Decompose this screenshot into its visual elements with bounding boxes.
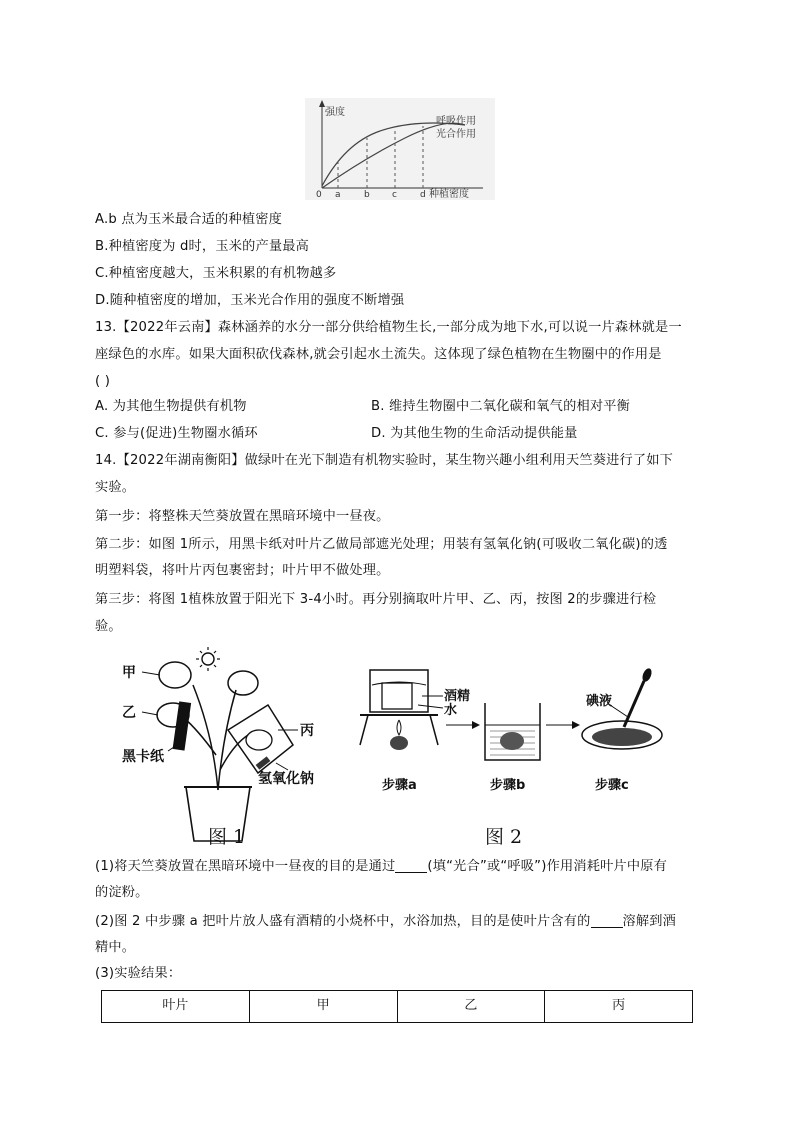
sub1-line1 — [95, 857, 667, 877]
sub2-text-pre: (2)图 2 中步骤 a 把叶片放人盛有酒精的小烧杯中，水浴加热，目的是使叶片含有的 — [95, 914, 591, 929]
q14-stem-line1: 14.【2022年湖南衡阳】做绿叶在光下制造有机物实验时，某生物兴趣小组利用天竺葵进行了如下 — [95, 453, 674, 468]
q12-option-d: D.随种植密度的增加，玉米光合作用的强度不断增强 — [95, 293, 405, 308]
figure-2-caption: 图 2 — [485, 826, 523, 848]
tick-c: c — [392, 190, 397, 200]
label-step-c: 步骤c — [595, 778, 629, 793]
result-table — [101, 990, 693, 1023]
table-header-yi: 乙 — [397, 991, 545, 1023]
tick-a: a — [335, 190, 341, 200]
label-step-a: 步骤a — [382, 778, 417, 793]
x-axis-label: 种植密度 — [429, 189, 469, 200]
figure-1-caption: 图 1 — [208, 826, 246, 848]
sub1-blank[interactable] — [395, 858, 427, 873]
sub2-line1 — [95, 912, 676, 932]
label-jia: 甲 — [122, 665, 136, 681]
q13-stem-line3: ( ) — [95, 374, 111, 389]
leaf-jia — [159, 662, 191, 688]
q14-step2-line2: 明塑料袋，将叶片丙包裹密封；叶片甲不做处理。 — [95, 563, 390, 578]
label-step-b: 步骤b — [490, 778, 526, 793]
sub2-text-post: 溶解到酒 — [622, 914, 677, 929]
label-yi: 乙 — [122, 705, 136, 721]
sub3-title: (3)实验结果： — [95, 966, 182, 981]
q12-option-a: A.b 点为玉米最合适的种植密度 — [95, 212, 282, 227]
respiration-label: 呼吸作用 — [436, 116, 476, 127]
density-graph — [305, 98, 495, 200]
q13-stem-line2: 座绿色的水库。如果大面积砍伐森林,就会引起水土流失。这体现了绿色植物在生物圈中的作用是 — [95, 347, 662, 362]
label-bing: 丙 — [300, 723, 314, 739]
table-header-bing: 丙 — [545, 991, 693, 1023]
q13-option-b: B. 维持生物圈中二氧化碳和氧气的相对平衡 — [371, 399, 631, 414]
q14-step2-line1: 第二步：如图 1所示，用黑卡纸对叶片乙做局部遮光处理；用装有氢氧化钠(可吸收二氧化碳)的透 — [95, 537, 668, 552]
sub2-line2: 精中。 — [95, 940, 136, 955]
sun-icon — [196, 647, 220, 671]
q13-option-c: C. 参与(促进)生物圈水循环 — [95, 426, 258, 441]
y-axis-label: 强度 — [325, 107, 345, 118]
water-bath-apparatus — [360, 670, 438, 750]
sub2-blank[interactable] — [591, 913, 623, 928]
q14-stem-line2: 实验。 — [95, 480, 136, 495]
q13-option-d: D. 为其他生物的生命活动提供能量 — [371, 426, 578, 441]
leaf-top-right — [228, 671, 258, 695]
label-iodine: 碘液 — [586, 694, 613, 709]
table-header-leaf: 叶片 — [102, 991, 250, 1023]
sub1-line2: 的淀粉。 — [95, 885, 149, 900]
origin-label: 0 — [316, 190, 322, 200]
sub1-text-post: (填“光合”或“呼吸”)作用消耗叶片中原有 — [427, 859, 668, 874]
label-black-card: 黑卡纸 — [122, 749, 164, 765]
q14-step3-line1: 第三步：将图 1植株放置于阳光下 3-4小时。再分别摘取叶片甲、乙、丙，按图 2的步骤进行检 — [95, 592, 657, 607]
black-card — [173, 701, 192, 750]
label-naoh: 氢氧化钠 — [258, 771, 314, 787]
sub1-text-pre: (1)将天竺葵放置在黑暗环境中一昼夜的目的是通过 — [95, 859, 396, 874]
photosynthesis-label: 光合作用 — [436, 129, 476, 140]
tick-d: d — [420, 190, 426, 200]
label-water: 水 — [444, 703, 458, 718]
label-alcohol: 酒精 — [444, 689, 471, 704]
beaker-with-leaf — [485, 703, 540, 760]
q12-option-b: B.种植密度为 d时，玉米的产量最高 — [95, 239, 310, 254]
table-row — [102, 991, 693, 1023]
table-header-jia: 甲 — [249, 991, 397, 1023]
figure-2-steps — [350, 645, 685, 820]
q13-option-a: A. 为其他生物提供有机物 — [95, 399, 247, 414]
q13-stem-line1: 13.【2022年云南】森林涵养的水分一部分供给植物生长,一部分成为地下水,可以说一片森林就是一 — [95, 320, 682, 335]
q14-step3-line2: 验。 — [95, 619, 122, 634]
tick-b: b — [364, 190, 370, 200]
q12-option-c: C.种植密度越大，玉米积累的有机物越多 — [95, 266, 337, 281]
figure-1-plant — [118, 645, 343, 850]
q14-step1: 第一步：将整株天竺葵放置在黑暗环境中一昼夜。 — [95, 509, 390, 524]
